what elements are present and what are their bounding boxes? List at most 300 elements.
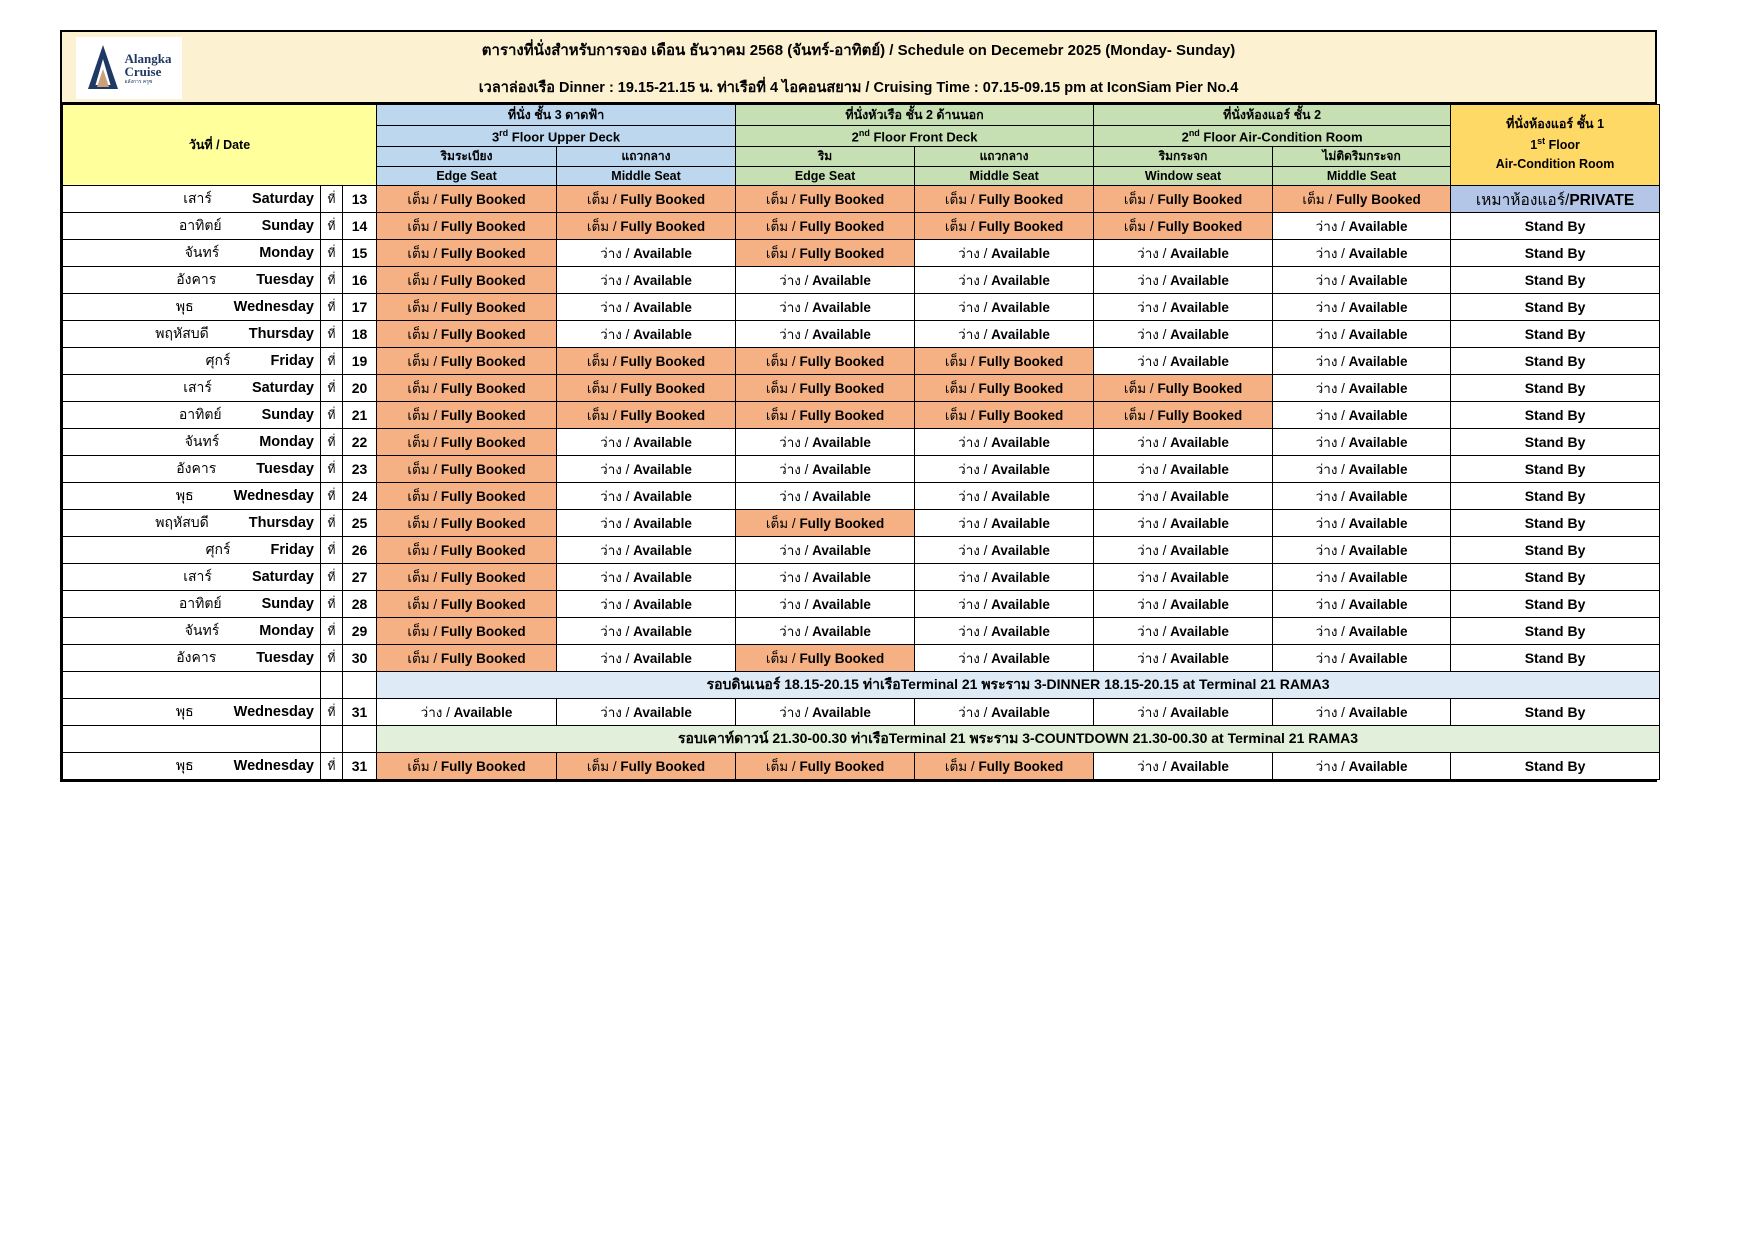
- date-number-cell: 19: [343, 348, 377, 375]
- status-available: ว่าง / Available: [915, 699, 1094, 726]
- group-upper-deck-en: 3rd Floor Upper Deck: [377, 126, 736, 147]
- day-name-english: Wednesday: [233, 758, 314, 774]
- status-fully-booked: เต็ม / Fully Booked: [1094, 402, 1273, 429]
- status-fully-booked: เต็ม / Fully Booked: [736, 240, 915, 267]
- status-available: ว่าง / Available: [557, 645, 736, 672]
- status-available: ว่าง / Available: [557, 429, 736, 456]
- date-prefix-cell: ที่: [321, 429, 343, 456]
- date-number-cell: 21: [343, 402, 377, 429]
- status-fully-booked: เต็ม / Fully Booked: [377, 618, 557, 645]
- status-available: ว่าง / Available: [736, 429, 915, 456]
- day-name-wrap: [63, 485, 314, 507]
- status-available: ว่าง / Available: [1094, 429, 1273, 456]
- date-prefix-cell: ที่: [321, 240, 343, 267]
- day-name-english: Thursday: [248, 515, 314, 531]
- day-name-cell: [63, 213, 321, 240]
- status-fully-booked: เต็ม / Fully Booked: [915, 213, 1094, 240]
- empty-number-cell: [343, 672, 377, 699]
- day-name-thai: อาทิตย์: [178, 595, 222, 611]
- date-prefix-cell: ที่: [321, 645, 343, 672]
- date-number-cell: 24: [343, 483, 377, 510]
- day-name-english: Friday: [270, 353, 314, 369]
- day-name-english: Monday: [259, 245, 314, 261]
- status-available: ว่าง / Available: [915, 294, 1094, 321]
- status-available: ว่าง / Available: [1273, 699, 1451, 726]
- day-name-wrap: [63, 539, 314, 561]
- schedule-row: [63, 186, 1660, 213]
- day-name-english: Sunday: [261, 218, 314, 234]
- logo-text: [125, 52, 172, 85]
- day-name-cell: [63, 402, 321, 429]
- status-available: ว่าง / Available: [1273, 267, 1451, 294]
- status-fully-booked: เต็ม / Fully Booked: [377, 456, 557, 483]
- status-available: ว่าง / Available: [915, 510, 1094, 537]
- status-fully-booked: เต็ม / Fully Booked: [377, 375, 557, 402]
- group-aircon2-thai: ที่นั่งห้องแอร์ ชั้น 2: [1094, 105, 1451, 126]
- status-available: ว่าง / Available: [736, 537, 915, 564]
- day-name-english: Tuesday: [256, 650, 314, 666]
- standby-cell: Stand By: [1451, 591, 1660, 618]
- standby-cell: Stand By: [1451, 348, 1660, 375]
- status-available: ว่าง / Available: [557, 564, 736, 591]
- status-fully-booked: เต็ม / Fully Booked: [1094, 375, 1273, 402]
- day-name-english: Monday: [259, 623, 314, 639]
- day-name-thai: พุธ: [175, 487, 194, 503]
- day-name-cell: [63, 564, 321, 591]
- day-name-wrap: [63, 323, 314, 345]
- day-name-wrap: [63, 377, 314, 399]
- schedule-row: [63, 375, 1660, 402]
- status-fully-booked: เต็ม / Fully Booked: [557, 402, 736, 429]
- day-name-cell: [63, 483, 321, 510]
- standby-cell: Stand By: [1451, 510, 1660, 537]
- status-fully-booked: เต็ม / Fully Booked: [377, 186, 557, 213]
- day-name-thai: เสาร์: [183, 190, 212, 206]
- day-name-wrap: [63, 215, 314, 237]
- status-available: ว่าง / Available: [1273, 510, 1451, 537]
- day-name-cell: [63, 348, 321, 375]
- date-prefix-cell: ที่: [321, 618, 343, 645]
- seat-thai-edge1: ริมระเบียง: [377, 147, 557, 167]
- schedule-row: [63, 618, 1660, 645]
- date-prefix-cell: ที่: [321, 321, 343, 348]
- day-name-thai: อาทิตย์: [178, 406, 222, 422]
- status-available: ว่าง / Available: [1094, 483, 1273, 510]
- standby-cell: Stand By: [1451, 267, 1660, 294]
- date-number-cell: 28: [343, 591, 377, 618]
- day-name-wrap: [63, 755, 314, 777]
- day-name-thai: ศุกร์: [205, 352, 231, 368]
- status-fully-booked: เต็ม / Fully Booked: [1094, 213, 1273, 240]
- status-available: ว่าง / Available: [1094, 510, 1273, 537]
- date-number-cell: 14: [343, 213, 377, 240]
- date-number-cell: 22: [343, 429, 377, 456]
- status-available: ว่าง / Available: [736, 294, 915, 321]
- standby-cell: Stand By: [1451, 402, 1660, 429]
- day-name-wrap: [63, 620, 314, 642]
- standby-cell: Stand By: [1451, 429, 1660, 456]
- aircon1-thai: ที่นั่งห้องแอร์ ชั้น 1: [1506, 117, 1605, 132]
- aircon1-floor: 1st Floor: [1530, 135, 1580, 152]
- standby-cell: Stand By: [1451, 537, 1660, 564]
- alangka-cruise-logo: [76, 37, 182, 99]
- seat-en-edge2: Edge Seat: [736, 167, 915, 186]
- group-aircon2-en: 2nd Floor Air-Condition Room: [1094, 126, 1451, 147]
- triangle-logo-icon: [87, 43, 121, 93]
- day-name-thai: พุธ: [175, 703, 194, 719]
- date-prefix-cell: ที่: [321, 564, 343, 591]
- day-name-wrap: [63, 701, 314, 723]
- status-available: ว่าง / Available: [1094, 618, 1273, 645]
- countdown-banner: รอบเคาท์ดาวน์ 21.30-00.30 ท่าเรือTerminal 21 พระราม 3-COUNTDOWN 21.30-00.30 at Terminal 21 RAMA3: [377, 726, 1660, 753]
- date-prefix-cell: ที่: [321, 456, 343, 483]
- date-prefix-cell: ที่: [321, 591, 343, 618]
- date-number-cell: 31: [343, 753, 377, 780]
- date-prefix-cell: ที่: [321, 294, 343, 321]
- status-available: ว่าง / Available: [1094, 537, 1273, 564]
- schedule-row: [63, 294, 1660, 321]
- day-name-cell: [63, 645, 321, 672]
- status-available: ว่าง / Available: [1273, 645, 1451, 672]
- status-available: ว่าง / Available: [1273, 618, 1451, 645]
- status-available: ว่าง / Available: [915, 429, 1094, 456]
- status-available: ว่าง / Available: [915, 645, 1094, 672]
- seat-en-window: Window seat: [1094, 167, 1273, 186]
- date-number-cell: 16: [343, 267, 377, 294]
- day-name-wrap: [63, 566, 314, 588]
- day-name-wrap: [63, 404, 314, 426]
- status-available: ว่าง / Available: [557, 321, 736, 348]
- status-available: ว่าง / Available: [1094, 456, 1273, 483]
- status-available: ว่าง / Available: [736, 591, 915, 618]
- status-fully-booked: เต็ม / Fully Booked: [915, 402, 1094, 429]
- schedule-row: [63, 321, 1660, 348]
- status-available: ว่าง / Available: [915, 591, 1094, 618]
- status-fully-booked: เต็ม / Fully Booked: [736, 753, 915, 780]
- day-name-english: Saturday: [251, 191, 314, 207]
- schedule-table: [62, 104, 1660, 780]
- standby-cell: Stand By: [1451, 240, 1660, 267]
- schedule-sheet: [60, 30, 1657, 782]
- day-name-english: Monday: [259, 434, 314, 450]
- day-name-thai: อาทิตย์: [178, 217, 222, 233]
- day-name-cell: [63, 294, 321, 321]
- status-fully-booked: เต็ม / Fully Booked: [557, 375, 736, 402]
- date-column-header: วันที่ / Date: [63, 105, 377, 186]
- date-number-cell: 23: [343, 456, 377, 483]
- date-number-cell: 15: [343, 240, 377, 267]
- status-fully-booked: เต็ม / Fully Booked: [736, 213, 915, 240]
- status-fully-booked: เต็ม / Fully Booked: [557, 348, 736, 375]
- day-name-cell: [63, 240, 321, 267]
- status-available: ว่าง / Available: [1273, 564, 1451, 591]
- status-fully-booked: เต็ม / Fully Booked: [736, 402, 915, 429]
- status-available: ว่าง / Available: [557, 591, 736, 618]
- status-available: ว่าง / Available: [377, 699, 557, 726]
- date-prefix-cell: ที่: [321, 186, 343, 213]
- status-fully-booked: เต็ม / Fully Booked: [915, 186, 1094, 213]
- status-available: ว่าง / Available: [1094, 645, 1273, 672]
- logo-thai: อลังการ ครูซ: [124, 78, 153, 85]
- seat-en-edge1: Edge Seat: [377, 167, 557, 186]
- day-name-wrap: [63, 593, 314, 615]
- schedule-row: [63, 213, 1660, 240]
- status-fully-booked: เต็ม / Fully Booked: [557, 753, 736, 780]
- standby-cell: Stand By: [1451, 456, 1660, 483]
- status-fully-booked: เต็ม / Fully Booked: [377, 321, 557, 348]
- day-name-thai: อังคาร: [176, 271, 217, 287]
- date-number-cell: 31: [343, 699, 377, 726]
- day-name-english: Tuesday: [256, 461, 314, 477]
- status-fully-booked: เต็ม / Fully Booked: [557, 186, 736, 213]
- status-available: ว่าง / Available: [915, 267, 1094, 294]
- banner-row: [63, 726, 1660, 753]
- schedule-row: [63, 483, 1660, 510]
- date-number-cell: 25: [343, 510, 377, 537]
- day-name-wrap: [63, 647, 314, 669]
- group-front-deck-en: 2nd Floor Front Deck: [736, 126, 1094, 147]
- day-name-thai: อังคาร: [176, 649, 217, 665]
- status-available: ว่าง / Available: [736, 618, 915, 645]
- date-prefix-cell: ที่: [321, 267, 343, 294]
- day-name-wrap: [63, 188, 314, 210]
- status-available: ว่าง / Available: [736, 267, 915, 294]
- status-fully-booked: เต็ม / Fully Booked: [377, 564, 557, 591]
- empty-prefix-cell: [321, 672, 343, 699]
- schedule-row: [63, 645, 1660, 672]
- seat-en-middle2: Middle Seat: [915, 167, 1094, 186]
- day-name-wrap: [63, 269, 314, 291]
- empty-prefix-cell: [321, 726, 343, 753]
- day-name-wrap: [63, 242, 314, 264]
- status-fully-booked: เต็ม / Fully Booked: [377, 483, 557, 510]
- day-name-english: Saturday: [251, 380, 314, 396]
- date-number-cell: 18: [343, 321, 377, 348]
- schedule-row: [63, 456, 1660, 483]
- status-available: ว่าง / Available: [557, 483, 736, 510]
- status-fully-booked: เต็ม / Fully Booked: [377, 753, 557, 780]
- status-available: ว่าง / Available: [1094, 564, 1273, 591]
- status-fully-booked: เต็ม / Fully Booked: [377, 348, 557, 375]
- status-available: ว่าง / Available: [736, 483, 915, 510]
- day-name-cell: [63, 321, 321, 348]
- seat-thai-middle2: แถวกลาง: [915, 147, 1094, 167]
- seat-en-middle3: Middle Seat: [1273, 167, 1451, 186]
- date-number-cell: 26: [343, 537, 377, 564]
- day-name-english: Wednesday: [233, 299, 314, 315]
- date-number-cell: 30: [343, 645, 377, 672]
- aircon1-room: Air-Condition Room: [1495, 157, 1615, 172]
- seat-thai-edge2: ริม: [736, 147, 915, 167]
- status-available: ว่าง / Available: [1094, 240, 1273, 267]
- status-available: ว่าง / Available: [1273, 213, 1451, 240]
- group-upper-deck-thai: ที่นั่ง ชั้น 3 ดาดฟ้า: [377, 105, 736, 126]
- standby-cell: Stand By: [1451, 753, 1660, 780]
- status-available: ว่าง / Available: [1094, 699, 1273, 726]
- status-fully-booked: เต็ม / Fully Booked: [377, 213, 557, 240]
- day-name-cell: [63, 591, 321, 618]
- empty-number-cell: [343, 726, 377, 753]
- status-available: ว่าง / Available: [557, 510, 736, 537]
- status-available: ว่าง / Available: [1094, 321, 1273, 348]
- day-name-cell: [63, 510, 321, 537]
- day-name-thai: พฤหัสบดี: [155, 325, 209, 341]
- day-name-thai: พฤหัสบดี: [155, 514, 209, 530]
- day-name-wrap: [63, 296, 314, 318]
- day-name-thai: ศุกร์: [205, 541, 231, 557]
- seat-thai-window: ริมกระจก: [1094, 147, 1273, 167]
- status-available: ว่าง / Available: [736, 321, 915, 348]
- status-available: ว่าง / Available: [1094, 753, 1273, 780]
- day-name-english: Saturday: [251, 569, 314, 585]
- seat-thai-middle1: แถวกลาง: [557, 147, 736, 167]
- day-name-english: Wednesday: [233, 488, 314, 504]
- status-available: ว่าง / Available: [1273, 294, 1451, 321]
- schedule-row: [63, 510, 1660, 537]
- status-fully-booked: เต็ม / Fully Booked: [377, 429, 557, 456]
- day-name-wrap: [63, 350, 314, 372]
- schedule-row: [63, 267, 1660, 294]
- standby-cell: Stand By: [1451, 213, 1660, 240]
- day-name-thai: เสาร์: [183, 379, 212, 395]
- logo-line1: Alangka: [124, 50, 172, 66]
- day-name-thai: จันทร์: [184, 244, 220, 260]
- day-name-english: Friday: [270, 542, 314, 558]
- status-available: ว่าง / Available: [1273, 591, 1451, 618]
- status-available: ว่าง / Available: [915, 483, 1094, 510]
- date-prefix-cell: ที่: [321, 213, 343, 240]
- day-name-cell: [63, 267, 321, 294]
- day-name-english: Sunday: [261, 596, 314, 612]
- logo-line2: Cruise: [124, 63, 162, 79]
- seat-en-middle1: Middle Seat: [557, 167, 736, 186]
- status-fully-booked: เต็ม / Fully Booked: [377, 294, 557, 321]
- day-name-english: Tuesday: [256, 272, 314, 288]
- schedule-row: [63, 240, 1660, 267]
- status-available: ว่าง / Available: [1273, 537, 1451, 564]
- status-available: ว่าง / Available: [1273, 456, 1451, 483]
- day-name-wrap: [63, 458, 314, 480]
- status-fully-booked: เต็ม / Fully Booked: [377, 240, 557, 267]
- day-name-cell: [63, 699, 321, 726]
- day-name-thai: จันทร์: [184, 433, 220, 449]
- day-name-cell: [63, 456, 321, 483]
- date-number-cell: 17: [343, 294, 377, 321]
- dinner-banner: รอบดินเนอร์ 18.15-20.15 ท่าเรือTerminal 21 พระราม 3-DINNER 18.15-20.15 at Terminal 21 RAMA3: [377, 672, 1660, 699]
- standby-cell: Stand By: [1451, 375, 1660, 402]
- status-available: ว่าง / Available: [1273, 753, 1451, 780]
- status-fully-booked: เต็ม / Fully Booked: [736, 375, 915, 402]
- status-available: ว่าง / Available: [915, 618, 1094, 645]
- status-available: ว่าง / Available: [557, 294, 736, 321]
- status-fully-booked: เต็ม / Fully Booked: [915, 348, 1094, 375]
- group-front-deck-thai: ที่นั่งหัวเรือ ชั้น 2 ด้านนอก: [736, 105, 1094, 126]
- schedule-row: [63, 348, 1660, 375]
- status-available: ว่าง / Available: [915, 564, 1094, 591]
- day-name-english: Sunday: [261, 407, 314, 423]
- day-name-english: Thursday: [248, 326, 314, 342]
- day-name-thai: พุธ: [175, 298, 194, 314]
- day-name-cell: [63, 537, 321, 564]
- status-available: ว่าง / Available: [736, 456, 915, 483]
- status-fully-booked: เต็ม / Fully Booked: [736, 348, 915, 375]
- schedule-row: [63, 564, 1660, 591]
- status-available: ว่าง / Available: [1094, 294, 1273, 321]
- date-number-cell: 20: [343, 375, 377, 402]
- date-number-cell: 13: [343, 186, 377, 213]
- status-fully-booked: เต็ม / Fully Booked: [377, 267, 557, 294]
- status-fully-booked: เต็ม / Fully Booked: [557, 213, 736, 240]
- status-available: ว่าง / Available: [1094, 348, 1273, 375]
- standby-cell: Stand By: [1451, 645, 1660, 672]
- day-name-cell: [63, 375, 321, 402]
- schedule-row: [63, 699, 1660, 726]
- group-aircon1-header: [1451, 105, 1660, 186]
- day-name-thai: พุธ: [175, 757, 194, 773]
- schedule-row: [63, 537, 1660, 564]
- day-name-thai: เสาร์: [183, 568, 212, 584]
- day-name-cell: [63, 618, 321, 645]
- seat-thai-middle3: ไม่ติดริมกระจก: [1273, 147, 1451, 167]
- status-available: ว่าง / Available: [915, 537, 1094, 564]
- date-prefix-cell: ที่: [321, 483, 343, 510]
- status-available: ว่าง / Available: [915, 240, 1094, 267]
- status-available: ว่าง / Available: [557, 537, 736, 564]
- status-available: ว่าง / Available: [557, 267, 736, 294]
- empty-day-cell: [63, 672, 321, 699]
- date-prefix-cell: ที่: [321, 699, 343, 726]
- schedule-row: [63, 402, 1660, 429]
- status-available: ว่าง / Available: [736, 699, 915, 726]
- standby-cell: Stand By: [1451, 564, 1660, 591]
- status-available: ว่าง / Available: [1094, 591, 1273, 618]
- status-fully-booked: เต็ม / Fully Booked: [915, 753, 1094, 780]
- date-prefix-cell: ที่: [321, 375, 343, 402]
- empty-day-cell: [63, 726, 321, 753]
- status-fully-booked: เต็ม / Fully Booked: [377, 591, 557, 618]
- status-available: ว่าง / Available: [915, 456, 1094, 483]
- day-name-thai: จันทร์: [184, 622, 220, 638]
- status-available: ว่าง / Available: [1273, 240, 1451, 267]
- banner-row: [63, 672, 1660, 699]
- status-available: ว่าง / Available: [915, 321, 1094, 348]
- cruising-time-subtitle: เวลาล่องเรือ Dinner : 19.15-21.15 น. ท่าเรือที่ 4 ไอคอนสยาม / Cruising Time : 07.15-09.15 pm at IconSiam Pier No.4: [478, 79, 1239, 96]
- day-name-wrap: [63, 431, 314, 453]
- date-prefix-cell: ที่: [321, 402, 343, 429]
- standby-cell: Stand By: [1451, 294, 1660, 321]
- schedule-row: [63, 753, 1660, 780]
- status-available: ว่าง / Available: [557, 240, 736, 267]
- status-fully-booked: เต็ม / Fully Booked: [736, 510, 915, 537]
- status-fully-booked: เต็ม / Fully Booked: [377, 510, 557, 537]
- day-name-cell: [63, 753, 321, 780]
- status-available: ว่าง / Available: [1273, 402, 1451, 429]
- date-prefix-cell: ที่: [321, 510, 343, 537]
- status-fully-booked: เต็ม / Fully Booked: [377, 537, 557, 564]
- status-fully-booked: เต็ม / Fully Booked: [377, 645, 557, 672]
- title-block: [62, 32, 1655, 104]
- day-name-cell: [63, 429, 321, 456]
- standby-cell: Stand By: [1451, 699, 1660, 726]
- status-available: ว่าง / Available: [1273, 375, 1451, 402]
- status-fully-booked: เต็ม / Fully Booked: [1273, 186, 1451, 213]
- date-prefix-cell: ที่: [321, 348, 343, 375]
- status-fully-booked: เต็ม / Fully Booked: [915, 375, 1094, 402]
- status-available: ว่าง / Available: [557, 699, 736, 726]
- date-prefix-cell: ที่: [321, 753, 343, 780]
- day-name-cell: [63, 186, 321, 213]
- status-fully-booked: เต็ม / Fully Booked: [377, 402, 557, 429]
